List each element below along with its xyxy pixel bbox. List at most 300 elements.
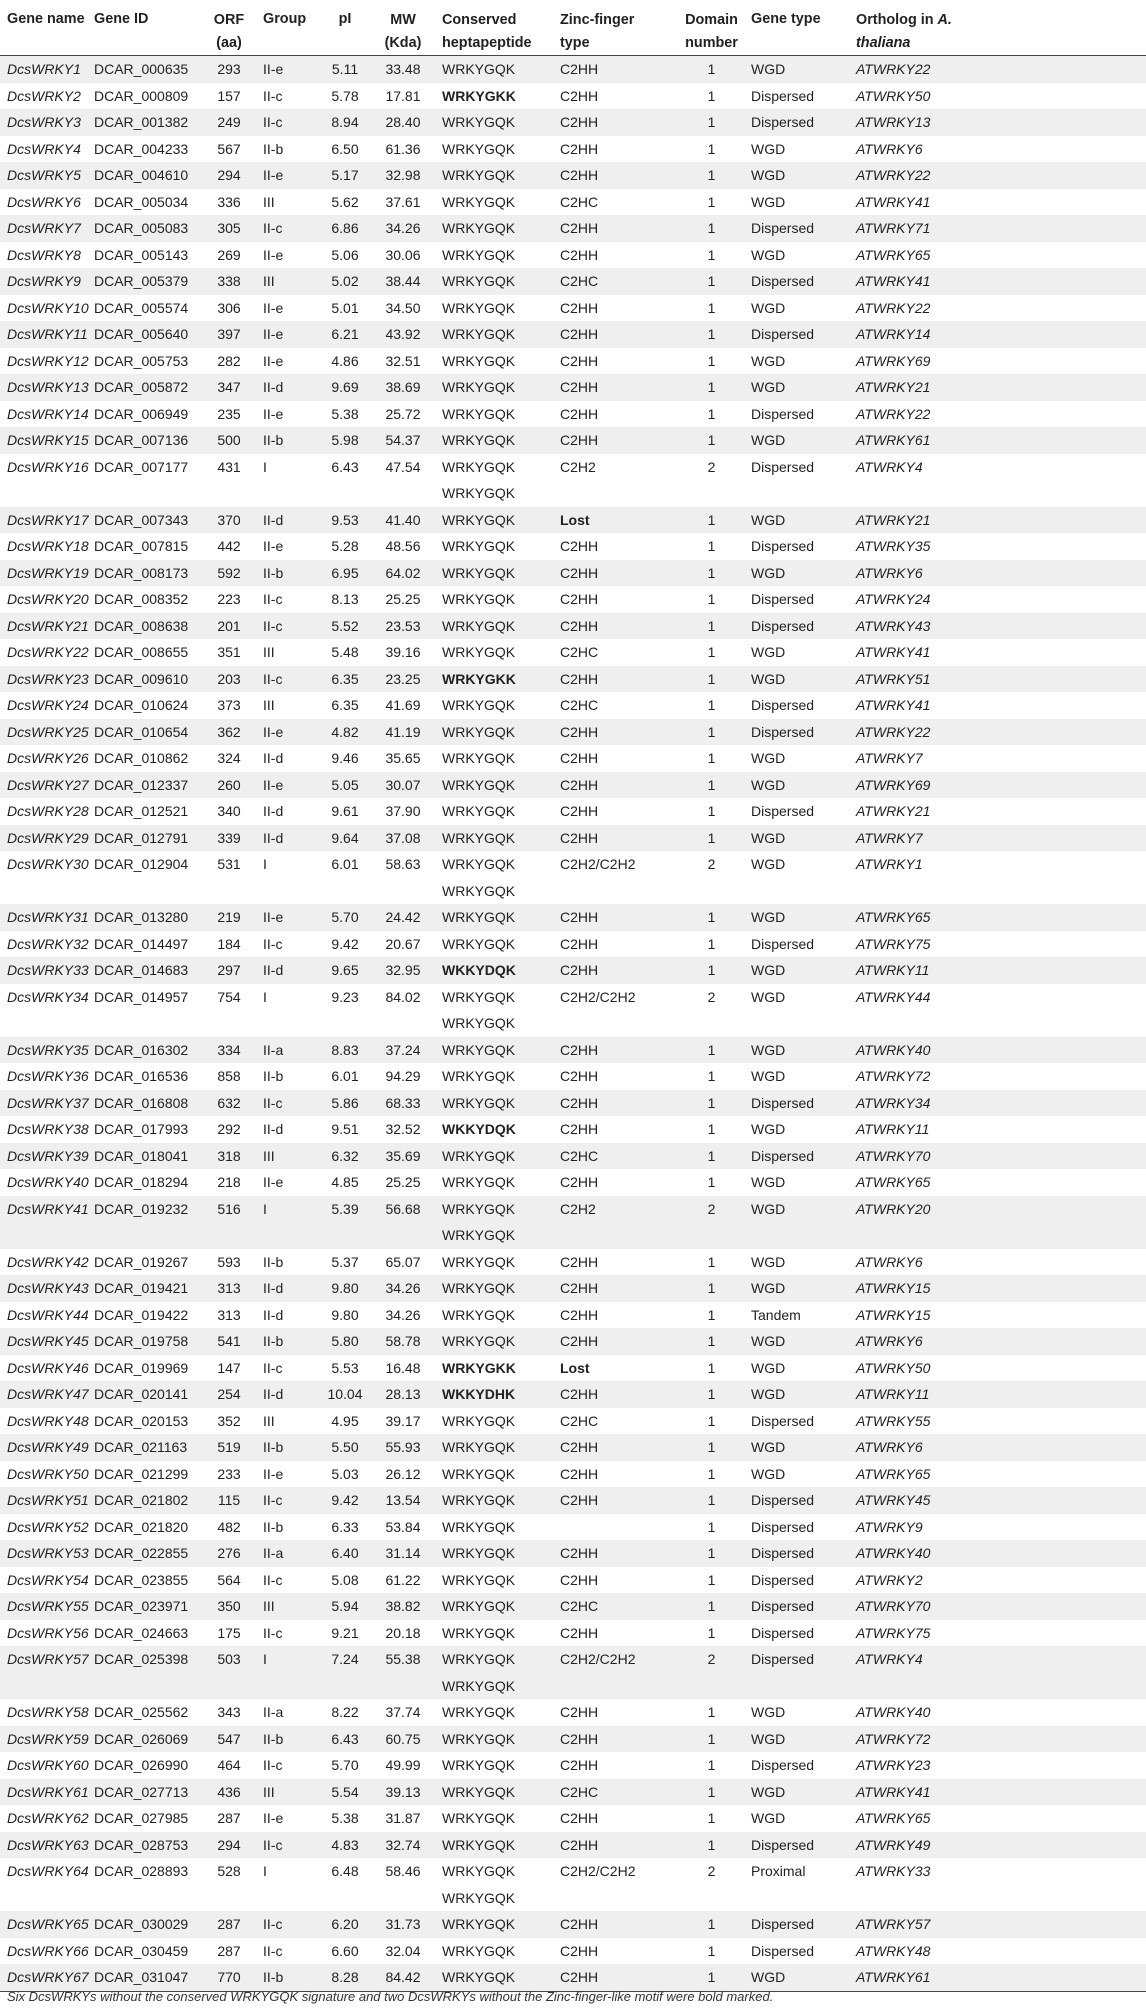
header-ortholog: Ortholog in A. thaliana xyxy=(856,0,1146,56)
pi-value: 9.69 xyxy=(331,379,359,395)
cell-orf xyxy=(195,560,263,587)
cell-domain-number xyxy=(672,242,751,269)
cell-group xyxy=(263,1752,319,1779)
cell-pi xyxy=(319,268,371,295)
cell-domain-number xyxy=(672,772,751,799)
cell-zinc-finger xyxy=(560,1832,672,1859)
cell-ortholog xyxy=(856,957,1146,984)
mw-value: 31.87 xyxy=(385,1810,421,1826)
orf-value: 373 xyxy=(217,697,241,713)
group-value: II-c xyxy=(263,1757,283,1773)
cell-orf xyxy=(195,1514,263,1541)
header-gene-name: Gene name xyxy=(0,0,94,56)
cell-domain-number xyxy=(672,56,751,83)
cell-gene-name xyxy=(0,189,94,216)
group-value: III xyxy=(263,1147,275,1164)
cell-heptapeptide xyxy=(435,321,560,348)
gene-id-value: DCAR_008173 xyxy=(94,564,189,581)
cell-group xyxy=(263,825,319,852)
cell-mw xyxy=(371,1858,435,1911)
cell-orf xyxy=(195,1858,263,1911)
cell-zinc-finger xyxy=(560,1249,672,1276)
cell-gene-name xyxy=(0,1911,94,1938)
cell-gene-type xyxy=(751,1302,856,1329)
cell-heptapeptide xyxy=(435,215,560,242)
gene-type-value: WGD xyxy=(751,140,786,157)
gene-type-value: WGD xyxy=(751,750,786,766)
domain-number-value: 1 xyxy=(707,1704,716,1720)
heptapeptide-value: WRKYGQK xyxy=(442,1015,516,1031)
cell-domain-number xyxy=(672,401,751,428)
domain-number-value: 1 xyxy=(707,273,716,289)
cell-group xyxy=(263,1646,319,1699)
group-value: I xyxy=(263,1863,267,1879)
cell-zinc-finger xyxy=(560,1487,672,1514)
gene-name-value: DcsWRKY36 xyxy=(7,1068,89,1084)
gene-id-value: DCAR_025398 xyxy=(94,1651,189,1667)
cell-mw xyxy=(371,1328,435,1355)
cell-mw xyxy=(371,1620,435,1647)
group-value: II-c xyxy=(263,114,283,130)
gene-name-value: DcsWRKY51 xyxy=(7,1492,89,1508)
cell-orf xyxy=(195,1037,263,1064)
gene-name-value: DcsWRKY13 xyxy=(7,379,89,395)
cell-pi xyxy=(319,1196,371,1249)
cell-group xyxy=(263,1381,319,1408)
orf-value: 233 xyxy=(217,1465,241,1482)
cell-ortholog xyxy=(856,1143,1146,1170)
gene-type-value: Dispersed xyxy=(751,1571,815,1588)
group-value: I xyxy=(263,856,267,872)
heptapeptide-value: WRKYGQK xyxy=(442,405,516,422)
orf-value: 287 xyxy=(217,1810,241,1826)
cell-zinc-finger xyxy=(560,189,672,216)
cell-gene-name xyxy=(0,374,94,401)
domain-number-value: 1 xyxy=(707,591,716,607)
table-header xyxy=(0,0,1146,56)
heptapeptide-value: WRKYGQK xyxy=(442,1412,516,1429)
gene-name-value: DcsWRKY45 xyxy=(7,1333,89,1349)
zinc-finger-value: C2HH xyxy=(560,962,599,978)
table-row xyxy=(0,904,1146,931)
cell-gene-name xyxy=(0,1858,94,1911)
pi-value: 5.94 xyxy=(331,1598,359,1614)
gene-name-value: DcsWRKY31 xyxy=(7,909,89,925)
cell-gene-name xyxy=(0,1779,94,1806)
domain-number-value: 1 xyxy=(707,1068,716,1084)
cell-domain-number xyxy=(672,1169,751,1196)
gene-id-value: DCAR_006949 xyxy=(94,405,189,422)
cell-ortholog xyxy=(856,136,1146,163)
cell-gene-id xyxy=(94,613,195,640)
orf-value: 203 xyxy=(217,670,241,687)
cell-heptapeptide xyxy=(435,1063,560,1090)
cell-orf xyxy=(195,348,263,375)
cell-group xyxy=(263,586,319,613)
heptapeptide-value: WRKYGQK xyxy=(442,1253,516,1270)
gene-name-value: DcsWRKY64 xyxy=(7,1863,89,1879)
orf-value: 754 xyxy=(217,988,241,1005)
cell-gene-name xyxy=(0,692,94,719)
group-value: III xyxy=(263,1783,275,1800)
cell-orf xyxy=(195,1169,263,1196)
cell-pi xyxy=(319,1938,371,1965)
cell-gene-name xyxy=(0,1328,94,1355)
cell-gene-id xyxy=(94,1328,195,1355)
heptapeptide-value: WRKYGQK xyxy=(442,1757,516,1773)
cell-gene-id xyxy=(94,719,195,746)
cell-domain-number xyxy=(672,1911,751,1938)
gene-id-value: DCAR_020153 xyxy=(94,1412,189,1429)
cell-heptapeptide xyxy=(435,1514,560,1541)
cell-gene-id xyxy=(94,321,195,348)
cell-gene-id xyxy=(94,1779,195,1806)
cell-zinc-finger xyxy=(560,268,672,295)
cell-gene-type xyxy=(751,1567,856,1594)
cell-orf xyxy=(195,162,263,189)
mw-value: 34.26 xyxy=(385,220,421,236)
cell-group xyxy=(263,1805,319,1832)
ortholog-value: ATWRKY55 xyxy=(856,1412,931,1429)
cell-ortholog xyxy=(856,1037,1146,1064)
orf-value: 294 xyxy=(217,167,241,183)
cell-gene-name xyxy=(0,825,94,852)
group-value: II-c xyxy=(263,1624,283,1641)
orf-value: 343 xyxy=(217,1704,241,1720)
cell-gene-type xyxy=(751,825,856,852)
cell-heptapeptide xyxy=(435,984,560,1037)
gene-type-value: Proximal xyxy=(751,1863,806,1879)
cell-gene-id xyxy=(94,83,195,110)
pi-value: 5.80 xyxy=(331,1333,359,1349)
domain-number-value: 1 xyxy=(707,1598,716,1614)
gene-type-value: WGD xyxy=(751,246,786,263)
ortholog-value: ATWRKY65 xyxy=(856,909,931,925)
mw-value: 38.82 xyxy=(385,1598,421,1614)
cell-zinc-finger xyxy=(560,1593,672,1620)
table-row xyxy=(0,692,1146,719)
pi-value: 5.01 xyxy=(331,299,359,316)
heptapeptide-value: WRKYGQK xyxy=(442,299,516,316)
domain-number-value: 1 xyxy=(707,1174,716,1190)
gene-type-value: Dispersed xyxy=(751,697,815,713)
ortholog-value: ATWRKY71 xyxy=(856,220,931,236)
group-value: II-e xyxy=(263,1174,284,1190)
pi-value: 9.64 xyxy=(331,829,359,846)
domain-number-value: 1 xyxy=(707,432,716,448)
orf-value: 336 xyxy=(217,193,241,210)
group-value: II-e xyxy=(263,246,284,263)
zinc-finger-value: C2HC xyxy=(560,1412,599,1429)
heptapeptide-value: WRKYGQK xyxy=(442,220,516,236)
pi-value: 6.01 xyxy=(331,1068,359,1084)
cell-domain-number xyxy=(672,1832,751,1859)
heptapeptide-value: WRKYGQK xyxy=(442,644,516,660)
cell-ortholog xyxy=(856,825,1146,852)
cell-ortholog xyxy=(856,1461,1146,1488)
group-value: II-b xyxy=(263,564,284,581)
orf-value: 340 xyxy=(217,803,241,819)
cell-ortholog xyxy=(856,1858,1146,1911)
table-row xyxy=(0,1620,1146,1647)
cell-mw xyxy=(371,560,435,587)
cell-mw xyxy=(371,1567,435,1594)
cell-gene-id xyxy=(94,1567,195,1594)
ortholog-value: ATWRKY51 xyxy=(856,670,931,687)
cell-gene-id xyxy=(94,374,195,401)
group-value: III xyxy=(263,644,275,660)
orf-value: 219 xyxy=(217,909,241,925)
orf-value: 184 xyxy=(217,935,241,952)
cell-domain-number xyxy=(672,1699,751,1726)
orf-value: 564 xyxy=(217,1571,241,1588)
pi-value: 5.98 xyxy=(331,432,359,448)
cell-gene-name xyxy=(0,772,94,799)
cell-gene-id xyxy=(94,1593,195,1620)
group-value: II-e xyxy=(263,352,284,369)
gene-name-value: DcsWRKY10 xyxy=(7,299,89,316)
cell-gene-name xyxy=(0,904,94,931)
gene-name-value: DcsWRKY28 xyxy=(7,803,89,819)
table-row xyxy=(0,1646,1146,1699)
gene-name-value: DcsWRKY38 xyxy=(7,1121,89,1137)
table-row xyxy=(0,1143,1146,1170)
cell-pi xyxy=(319,1779,371,1806)
cell-ortholog xyxy=(856,1540,1146,1567)
pi-value: 8.28 xyxy=(331,1969,359,1985)
cell-gene-type xyxy=(751,984,856,1037)
cell-gene-name xyxy=(0,533,94,560)
orf-value: 276 xyxy=(217,1545,241,1561)
pi-value: 6.43 xyxy=(331,1730,359,1747)
cell-orf xyxy=(195,1063,263,1090)
cell-pi xyxy=(319,533,371,560)
heptapeptide-value: WRKYGQK xyxy=(442,1571,516,1588)
ortholog-value: ATWRKY13 xyxy=(856,114,931,130)
cell-orf xyxy=(195,586,263,613)
cell-gene-id xyxy=(94,1487,195,1514)
cell-mw xyxy=(371,1699,435,1726)
gene-id-value: DCAR_012337 xyxy=(94,776,189,793)
cell-gene-type xyxy=(751,904,856,931)
cell-group xyxy=(263,1355,319,1382)
cell-gene-name xyxy=(0,1487,94,1514)
group-value: II-d xyxy=(263,829,284,846)
cell-gene-type xyxy=(751,1090,856,1117)
cell-heptapeptide xyxy=(435,1302,560,1329)
cell-mw xyxy=(371,401,435,428)
cell-heptapeptide xyxy=(435,1328,560,1355)
gene-type-value: WGD xyxy=(751,856,786,872)
orf-value: 292 xyxy=(217,1121,241,1137)
orf-value: 351 xyxy=(217,644,241,660)
cell-gene-type xyxy=(751,1275,856,1302)
domain-number-value: 1 xyxy=(707,564,716,581)
group-value: II-c xyxy=(263,617,283,634)
cell-gene-id xyxy=(94,984,195,1037)
cell-group xyxy=(263,507,319,534)
zinc-finger-value: C2HC xyxy=(560,1783,599,1800)
cell-pi xyxy=(319,1805,371,1832)
domain-number-value: 1 xyxy=(707,1333,716,1349)
cell-group xyxy=(263,427,319,454)
orf-value: 500 xyxy=(217,432,241,448)
gene-type-value: WGD xyxy=(751,988,786,1005)
group-value: III xyxy=(263,697,275,713)
cell-domain-number xyxy=(672,1752,751,1779)
pi-value: 6.32 xyxy=(331,1147,359,1164)
table-row xyxy=(0,1805,1146,1832)
gene-id-value: DCAR_021163 xyxy=(94,1439,188,1455)
gene-name-value: DcsWRKY30 xyxy=(7,856,89,872)
cell-zinc-finger xyxy=(560,666,672,693)
cell-ortholog xyxy=(856,613,1146,640)
zinc-finger-value: C2H2/C2H2 xyxy=(560,1651,636,1667)
orf-value: 339 xyxy=(217,829,241,846)
cell-gene-type xyxy=(751,1196,856,1249)
domain-number-value: 2 xyxy=(707,856,716,872)
cell-gene-name xyxy=(0,321,94,348)
cell-mw xyxy=(371,1116,435,1143)
cell-mw xyxy=(371,1514,435,1541)
cell-pi xyxy=(319,1037,371,1064)
cell-domain-number xyxy=(672,745,751,772)
pi-value: 5.50 xyxy=(331,1439,359,1455)
domain-number-value: 1 xyxy=(707,723,716,740)
zinc-finger-value: C2H2 xyxy=(560,458,596,475)
domain-number-value: 1 xyxy=(707,87,716,104)
cell-mw xyxy=(371,719,435,746)
orf-value: 593 xyxy=(217,1253,241,1270)
cell-orf xyxy=(195,533,263,560)
cell-zinc-finger xyxy=(560,1381,672,1408)
cell-domain-number xyxy=(672,1938,751,1965)
cell-domain-number xyxy=(672,1275,751,1302)
gene-name-value: DcsWRKY33 xyxy=(7,962,89,978)
cell-domain-number xyxy=(672,904,751,931)
cell-group xyxy=(263,1196,319,1249)
cell-gene-name xyxy=(0,931,94,958)
pi-value: 5.38 xyxy=(331,1810,359,1826)
domain-number-value: 1 xyxy=(707,1041,716,1058)
cell-domain-number xyxy=(672,1063,751,1090)
gene-type-value: WGD xyxy=(751,1174,786,1190)
cell-group xyxy=(263,745,319,772)
table-row xyxy=(0,745,1146,772)
heptapeptide-value: WKKYDQK xyxy=(442,1121,516,1137)
cell-mw xyxy=(371,1037,435,1064)
cell-gene-name xyxy=(0,957,94,984)
cell-zinc-finger xyxy=(560,1169,672,1196)
cell-gene-type xyxy=(751,1938,856,1965)
cell-gene-type xyxy=(751,268,856,295)
domain-number-value: 1 xyxy=(707,750,716,766)
mw-value: 13.54 xyxy=(385,1492,421,1508)
cell-group xyxy=(263,666,319,693)
cell-domain-number xyxy=(672,374,751,401)
cell-gene-type xyxy=(751,745,856,772)
heptapeptide-value: WRKYGQK xyxy=(442,803,516,819)
gene-id-value: DCAR_007136 xyxy=(94,432,189,448)
cell-mw xyxy=(371,984,435,1037)
cell-ortholog xyxy=(856,1938,1146,1965)
cell-domain-number xyxy=(672,1461,751,1488)
cell-mw xyxy=(371,1487,435,1514)
cell-gene-id xyxy=(94,348,195,375)
heptapeptide-value: WRKYGQK xyxy=(442,352,516,369)
cell-mw xyxy=(371,586,435,613)
gene-id-value: DCAR_005034 xyxy=(94,193,189,210)
ortholog-value: ATWRKY41 xyxy=(856,1783,931,1800)
ortholog-value: ATWRKY69 xyxy=(856,776,931,793)
pi-value: 6.20 xyxy=(331,1916,359,1932)
ortholog-value: ATWRKY75 xyxy=(856,935,931,952)
ortholog-value: ATWRKY7 xyxy=(856,750,923,766)
cell-gene-id xyxy=(94,1911,195,1938)
cell-zinc-finger xyxy=(560,1461,672,1488)
cell-orf xyxy=(195,1752,263,1779)
cell-gene-id xyxy=(94,1381,195,1408)
gene-type-value: Dispersed xyxy=(751,405,815,422)
cell-mw xyxy=(371,1911,435,1938)
gene-name-value: DcsWRKY44 xyxy=(7,1306,89,1323)
zinc-finger-value: C2HH xyxy=(560,352,599,369)
heptapeptide-value: WRKYGQK xyxy=(442,1465,516,1482)
gene-id-value: DCAR_005083 xyxy=(94,220,189,236)
cell-gene-name xyxy=(0,560,94,587)
cell-zinc-finger xyxy=(560,1567,672,1594)
cell-gene-id xyxy=(94,1646,195,1699)
cell-zinc-finger xyxy=(560,1302,672,1329)
cell-pi xyxy=(319,1487,371,1514)
cell-gene-type xyxy=(751,1249,856,1276)
heptapeptide-value: WRKYGQK xyxy=(442,140,516,157)
heptapeptide-value: WRKYGQK xyxy=(442,273,516,289)
cell-domain-number xyxy=(672,83,751,110)
cell-zinc-finger xyxy=(560,1434,672,1461)
cell-gene-type xyxy=(751,1620,856,1647)
mw-value: 16.48 xyxy=(385,1359,421,1376)
mw-value: 55.38 xyxy=(385,1651,421,1667)
cell-pi xyxy=(319,772,371,799)
group-value: II-e xyxy=(263,61,284,77)
cell-zinc-finger xyxy=(560,1964,672,1991)
gene-id-value: DCAR_010624 xyxy=(94,697,189,713)
orf-value: 632 xyxy=(217,1094,241,1111)
cell-domain-number xyxy=(672,533,751,560)
zinc-finger-value: C2HH xyxy=(560,1068,599,1084)
cell-ortholog xyxy=(856,904,1146,931)
heptapeptide-value: WRKYGQK xyxy=(442,379,516,395)
pi-value: 5.70 xyxy=(331,909,359,925)
pi-value: 9.23 xyxy=(331,988,359,1005)
table-row xyxy=(0,1328,1146,1355)
cell-group xyxy=(263,798,319,825)
cell-gene-id xyxy=(94,1249,195,1276)
cell-heptapeptide xyxy=(435,1699,560,1726)
table-row xyxy=(0,374,1146,401)
table-row xyxy=(0,1408,1146,1435)
group-value: II-c xyxy=(263,935,283,952)
cell-gene-id xyxy=(94,1302,195,1329)
zinc-finger-value: C2HH xyxy=(560,1624,599,1641)
cell-gene-id xyxy=(94,1832,195,1859)
gene-id-value: DCAR_020141 xyxy=(94,1386,189,1402)
cell-zinc-finger xyxy=(560,136,672,163)
cell-domain-number xyxy=(672,639,751,666)
cell-zinc-finger xyxy=(560,1699,672,1726)
gene-name-value: DcsWRKY42 xyxy=(7,1253,89,1270)
